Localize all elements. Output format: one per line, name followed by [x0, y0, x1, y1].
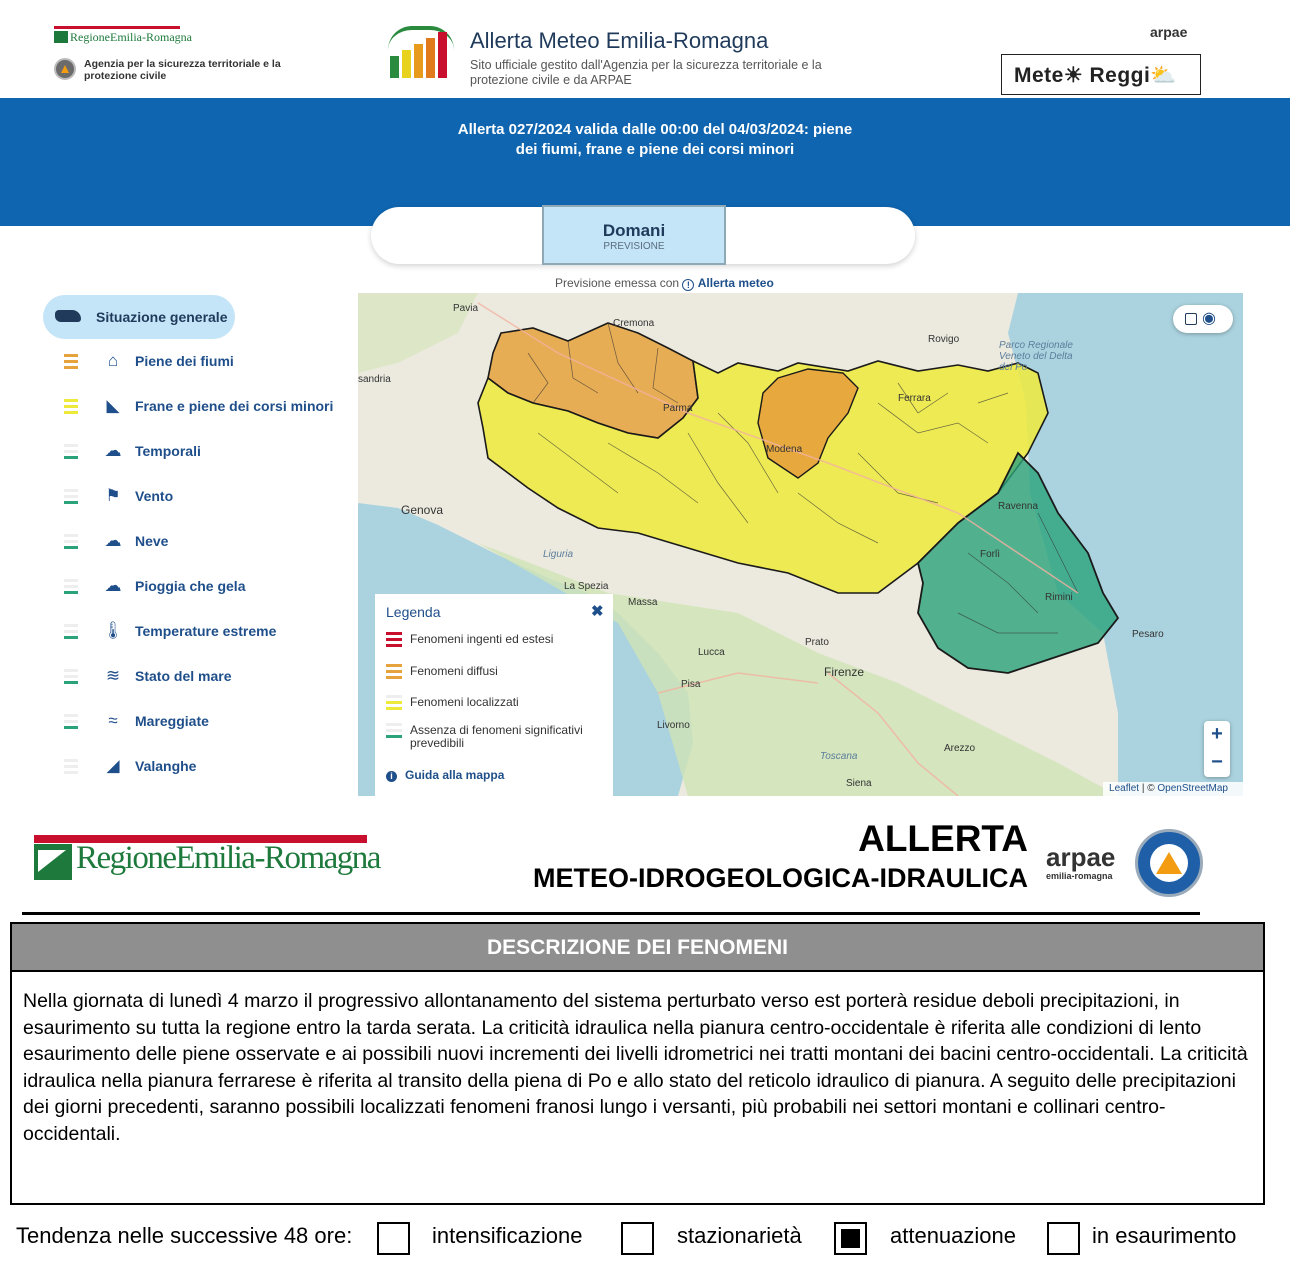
sidebar-item-label: Pioggia che gela	[135, 578, 246, 594]
map-place-label: Forlì	[980, 549, 1000, 560]
alert-logo-bar-yellow	[402, 50, 411, 78]
sidebar-item-label: Vento	[135, 488, 174, 504]
trend-option-label: attenuazione	[890, 1223, 1016, 1248]
sidebar-item-label: Frane e piene dei corsi minori	[135, 398, 334, 414]
level-bar	[64, 759, 78, 762]
sidebar-item[interactable]	[64, 576, 344, 606]
alert-logo-bar-orange	[414, 44, 423, 78]
swatch-bar	[386, 664, 402, 667]
alert-logo-bar-green	[390, 56, 399, 78]
map-guide-link[interactable]	[386, 768, 504, 782]
sidebar-item[interactable]	[64, 621, 344, 651]
bulletin-subtitle: METEO-IDROGEOLOGICA-IDRAULICA	[533, 863, 1028, 893]
snow-cloud-icon: ☁	[104, 531, 122, 550]
swatch-bar	[386, 723, 402, 726]
level-bar	[64, 726, 78, 729]
level-bar	[64, 630, 78, 633]
alert-level-indicator	[64, 441, 78, 462]
info-circle-icon: i	[386, 771, 397, 782]
level-bar	[64, 366, 78, 369]
bulletin-title: ALLERTA	[858, 818, 1028, 859]
legend-row-label: Fenomeni diffusi	[410, 664, 498, 678]
sidebar-item[interactable]	[64, 711, 344, 741]
trend-row	[16, 1222, 1276, 1258]
attribution-separator: | ©	[1139, 783, 1158, 794]
map-place-label: La Spezia	[564, 581, 609, 592]
swatch-bar	[386, 707, 402, 710]
bulletin-arpae-sub: emilia-romagna	[1046, 871, 1113, 881]
alert-logo-bar-orange2	[426, 38, 435, 78]
alert-level-indicator	[64, 486, 78, 507]
level-bar	[64, 360, 78, 363]
swatch-bar	[386, 644, 402, 647]
level-bar	[64, 456, 78, 459]
map-place-label: Arezzo	[944, 743, 976, 754]
legend-swatch	[386, 663, 402, 683]
sidebar-item[interactable]	[64, 441, 344, 471]
level-bar	[64, 405, 78, 408]
forecast-note-prefix: Previsione emessa con	[555, 276, 680, 290]
map-place-label: Siena	[846, 778, 872, 789]
swatch-bar	[386, 695, 402, 698]
legend-row-label: Fenomeni ingenti ed estesi	[410, 632, 554, 646]
sidebar-item[interactable]	[64, 396, 344, 426]
layer-toggle[interactable]	[1173, 305, 1233, 333]
description-box	[10, 922, 1265, 1205]
swatch-bar	[386, 676, 402, 679]
level-bar	[64, 534, 78, 537]
swatch-bar	[386, 632, 402, 635]
alert-level-indicator	[64, 666, 78, 687]
landslide-icon: ◣	[106, 396, 120, 415]
storm-surge-icon: ≈	[108, 711, 118, 730]
map-place-label: Pavia	[453, 303, 479, 314]
sidebar-item-label: Valanghe	[135, 758, 197, 774]
map-place-label: Cremona	[613, 318, 655, 329]
trend-checkbox[interactable]	[621, 1222, 654, 1255]
zoom-control	[1204, 721, 1230, 777]
map-place-label: Parco Regionale Veneto del Delta del Po	[999, 340, 1073, 373]
sidebar-item[interactable]	[64, 666, 344, 696]
map-place-label: Toscana	[820, 751, 858, 762]
swatch-bar	[386, 670, 402, 673]
map-place-label: Pesaro	[1132, 629, 1164, 640]
region-map-icon	[55, 310, 81, 322]
forecast-note-link[interactable]: Allerta meteo	[697, 276, 774, 290]
description-heading: DESCRIZIONE DEI FENOMENI	[12, 924, 1263, 972]
level-bar	[64, 489, 78, 492]
map-place-label: Genova	[401, 503, 444, 517]
bulletin-region-logo	[34, 835, 380, 881]
sidebar-item-label: Piene dei fiumi	[135, 353, 234, 369]
zoom-out-button[interactable]: −	[1211, 751, 1223, 773]
leaflet-link[interactable]: Leaflet	[1109, 783, 1140, 794]
level-bar	[64, 669, 78, 672]
region-logo-bar	[54, 26, 180, 29]
sidebar-item-label: Temperature estreme	[135, 623, 277, 639]
legend-swatch	[386, 631, 402, 651]
divider	[22, 912, 1200, 915]
map-place-label: Rovigo	[928, 334, 960, 345]
level-bar	[64, 495, 78, 498]
level-bar	[64, 714, 78, 717]
description-text: Nella giornata di lunedì 4 marzo il progressivo allontanamento del sistema perturbato verso est porterà residue deboli precipitazioni, in esaurimento su tutta la regione entro la tarda serata. La criticità idraulica nella pianura centro-occidentale è riferita alle condizioni di lento esaurimento delle piene osservate e ai possibili nuovi incrementi dei livelli idrometrici nei tratti montani dei bacini centro-occidentali. La criticità idraulica nella pianura ferrarese è riferita al transito della piena di Po e allo stato del reticolo idraulico di pianura. A seguito delle precipitazioni dei giorni precedenti, saranno possibili localizzati fenomeni franosi lungo i versanti, più probabili nei settori montani e collinari centro-occidentali.	[23, 990, 1248, 1145]
legend-title: Legenda	[386, 604, 441, 620]
region-logo[interactable]	[54, 26, 192, 44]
sidebar-item[interactable]	[64, 531, 344, 561]
zoom-in-button[interactable]: +	[1211, 723, 1223, 745]
sidebar-item-label: Mareggiate	[135, 713, 209, 729]
alert-level-indicator	[64, 396, 78, 417]
level-bar	[64, 501, 78, 504]
level-bar	[64, 540, 78, 543]
sidebar-item-label: Neve	[135, 533, 169, 549]
map-guide-label: Guida alla mappa	[405, 768, 505, 782]
alert-logo-icon[interactable]	[388, 26, 456, 78]
alert-banner-text: Allerta 027/2024 valida dalle 00:00 del 04/03/2024: piene dei fiumi, frane e piene dei corsi minori	[457, 121, 853, 158]
level-bar	[64, 681, 78, 684]
agency-text: Agenzia per la sicurezza territoriale e la protezione civile	[84, 58, 281, 82]
level-bar	[64, 399, 78, 402]
map-place-label: Lucca	[698, 647, 725, 658]
level-bar	[64, 411, 78, 414]
level-bar	[64, 585, 78, 588]
swatch-bar	[386, 735, 402, 738]
map-place-label: Ravenna	[998, 501, 1039, 512]
level-bar	[64, 444, 78, 447]
map-place-label: sandria	[358, 374, 391, 385]
thermometer-icon: 🌡	[102, 621, 124, 640]
sidebar-item[interactable]	[64, 756, 344, 786]
legend-close-button[interactable]: ✖	[591, 603, 604, 620]
level-bar	[64, 546, 78, 549]
waves-icon: ≋	[105, 666, 121, 685]
legend-row-label: Assenza di fenomeni significativi prevedibili	[410, 723, 583, 750]
level-bar	[64, 579, 78, 582]
map-place-label: Rimini	[1045, 592, 1073, 603]
map-place-label: Modena	[766, 444, 803, 455]
legend-swatch	[386, 722, 402, 742]
storm-cloud-icon: ☁	[104, 441, 122, 460]
flood-house-icon: ⌂	[107, 351, 119, 370]
map-place-label: Firenze	[824, 665, 865, 679]
region-flag-icon	[54, 31, 68, 43]
map-place-label: Livorno	[657, 720, 690, 731]
osm-link[interactable]: OpenStreetMap	[1157, 783, 1228, 794]
trend-option-label: intensificazione	[432, 1223, 583, 1248]
square-icon	[1185, 313, 1197, 325]
alert-level-indicator	[64, 351, 78, 372]
bulletin-arpae-text: arpae	[1046, 842, 1116, 872]
bulletin-flag-icon	[34, 844, 72, 880]
eye-icon: ◉	[1202, 310, 1216, 327]
swatch-bar	[386, 638, 402, 641]
level-bar	[64, 771, 78, 774]
site-header	[0, 0, 1290, 98]
map-place-label: Prato	[805, 637, 829, 648]
region-logo-text: RegioneEmilia-Romagna	[70, 30, 192, 44]
site-title[interactable]: Allerta Meteo Emilia-Romagna	[470, 28, 769, 53]
level-bar	[64, 636, 78, 639]
arpae-logo-text: arpae	[1150, 24, 1188, 40]
level-bar	[64, 720, 78, 723]
civil-protection-seal-icon	[1135, 829, 1203, 897]
trend-option-label: stazionarietà	[677, 1223, 802, 1248]
meteo-reggio-logo[interactable]	[1001, 54, 1201, 95]
alert-map[interactable]	[358, 293, 1243, 796]
avalanche-icon: ◢	[106, 756, 120, 775]
alert-level-indicator	[64, 756, 78, 777]
legend-swatch	[386, 694, 402, 714]
alert-logo-bar-red	[438, 32, 447, 78]
trend-checkbox[interactable]	[1047, 1222, 1080, 1255]
alert-level-indicator	[64, 576, 78, 597]
level-bar	[64, 624, 78, 627]
alert-level-indicator	[64, 621, 78, 642]
trend-label: Tendenza nelle successive 48 ore:	[16, 1223, 353, 1248]
site-subtitle: Sito ufficiale gestito dall'Agenzia per la sicurezza territoriale e la protezione civile e da ARPAE	[470, 58, 822, 87]
swatch-bar	[386, 701, 402, 704]
level-bar	[64, 354, 78, 357]
arpae-logo[interactable]	[1150, 24, 1187, 40]
civil-protection-seal-icon	[54, 58, 76, 80]
sidebar-item-label: Stato del mare	[135, 668, 232, 684]
alert-level-indicator	[64, 711, 78, 732]
map-place-label: Liguria	[543, 549, 574, 560]
tab-domani[interactable]	[542, 205, 726, 265]
level-bar	[64, 675, 78, 678]
swatch-bar	[386, 729, 402, 732]
tab-domani-sub: PREVISIONE	[603, 241, 665, 252]
sidebar-general-label: Situazione generale	[96, 309, 228, 325]
map-place-label: Ferrara	[898, 393, 931, 404]
forecast-note	[555, 276, 774, 291]
map-attribution	[1103, 782, 1243, 796]
sidebar-item[interactable]	[64, 351, 344, 381]
bulletin-arpae-logo	[1046, 842, 1115, 881]
trend-checkbox[interactable]	[834, 1222, 867, 1255]
seal-triangle	[1156, 852, 1182, 874]
freezing-rain-icon: ☁	[104, 576, 122, 595]
windsock-icon: ⚑	[105, 486, 121, 505]
tab-domani-label: Domani	[602, 221, 666, 240]
sidebar-item[interactable]	[64, 486, 344, 516]
alert-level-indicator	[64, 531, 78, 552]
level-bar	[64, 591, 78, 594]
map-place-label: Parma	[663, 403, 693, 414]
trend-option-label: in esaurimento	[1092, 1223, 1237, 1248]
level-bar	[64, 450, 78, 453]
map-place-label: Pisa	[681, 679, 701, 690]
bulletin-region-text: RegioneEmilia-Romagna	[76, 840, 380, 876]
level-bar	[64, 765, 78, 768]
meteo-reggio-text: Mete☀ Reggi⛅	[1014, 64, 1177, 87]
sidebar-item-situazione-generale[interactable]	[43, 295, 235, 339]
sidebar-item-label: Temporali	[135, 443, 201, 459]
map-legend	[375, 594, 613, 796]
legend-row-label: Fenomeni localizzati	[410, 695, 519, 709]
info-icon: !	[682, 279, 694, 291]
map-place-label: Massa	[628, 597, 658, 608]
trend-checkbox[interactable]	[377, 1222, 410, 1255]
